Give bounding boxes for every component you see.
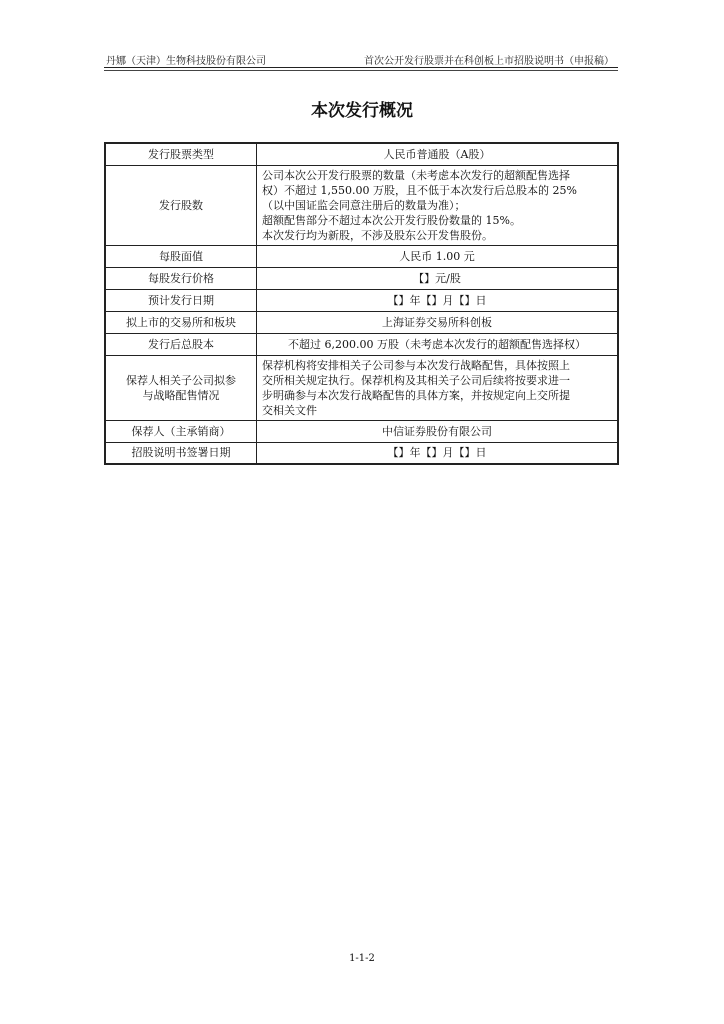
table-row <box>105 143 618 165</box>
row-value: 【】年【】月【】日 <box>257 289 619 311</box>
row-value: 上海证券交易所科创板 <box>257 311 619 333</box>
header-rule-thick <box>104 67 618 68</box>
value-line: 步明确参与本次发行战略配售的具体方案，并按规定向上交所提 <box>262 388 570 402</box>
table-row <box>105 420 618 442</box>
table-row <box>105 311 618 333</box>
row-value: 【】年【】月【】日 <box>257 442 619 464</box>
row-label <box>105 355 257 420</box>
page-header <box>104 52 620 68</box>
header-document-title: 首次公开发行股票并在科创板上市招股说明书（申报稿） <box>364 56 614 67</box>
row-label: 拟上市的交易所和板块 <box>105 311 257 333</box>
label-line: 保荐人相关子公司拟参 <box>126 373 236 387</box>
row-value: 中信证券股份有限公司 <box>257 420 619 442</box>
row-label: 预计发行日期 <box>105 289 257 311</box>
label-line: 与战略配售情况 <box>142 388 220 402</box>
row-label: 发行后总股本 <box>105 333 257 355</box>
offering-summary-table <box>104 142 619 465</box>
row-value <box>257 165 619 245</box>
table-row <box>105 245 618 267</box>
row-value: 不超过 6,200.00 万股（未考虑本次发行的超额配售选择权） <box>257 333 619 355</box>
value-line: 超额配售部分不超过本次公开发行股份数量的 15%。 <box>262 213 521 227</box>
page-number: 1-1-2 <box>349 953 375 964</box>
table-row <box>105 442 618 464</box>
value-line: 本次发行均为新股，不涉及股东公开发售股份。 <box>262 228 493 242</box>
table-row <box>105 355 618 420</box>
value-line: 保荐机构将安排相关子公司参与本次发行战略配售，具体按照上 <box>262 358 570 372</box>
header-company-name: 丹娜（天津）生物科技股份有限公司 <box>106 56 266 67</box>
row-label: 保荐人（主承销商） <box>105 420 257 442</box>
row-value: 人民币普通股（A股） <box>257 143 619 165</box>
row-label: 每股发行价格 <box>105 267 257 289</box>
row-value <box>257 355 619 420</box>
row-label: 发行股票类型 <box>105 143 257 165</box>
table-row <box>105 267 618 289</box>
row-value: 人民币 1.00 元 <box>257 245 619 267</box>
table-row <box>105 333 618 355</box>
table-row <box>105 165 618 245</box>
row-value: 【】元/股 <box>257 267 619 289</box>
page-title: 本次发行概况 <box>311 101 413 121</box>
row-label: 发行股数 <box>105 165 257 245</box>
value-line: （以中国证监会同意注册后的数量为准）； <box>262 198 466 212</box>
value-line: 权）不超过 1,550.00 万股，且不低于本次发行后总股本的 25% <box>262 183 577 197</box>
row-label: 每股面值 <box>105 245 257 267</box>
value-line: 交相关文件 <box>262 403 317 417</box>
value-line: 交所相关规定执行。保荐机构及其相关子公司后续将按要求进一 <box>262 373 570 387</box>
value-line: 公司本次公开发行股票的数量（未考虑本次发行的超额配售选择 <box>262 168 570 182</box>
header-rule-thin <box>104 70 618 71</box>
table-row <box>105 289 618 311</box>
row-label: 招股说明书签署日期 <box>105 442 257 464</box>
